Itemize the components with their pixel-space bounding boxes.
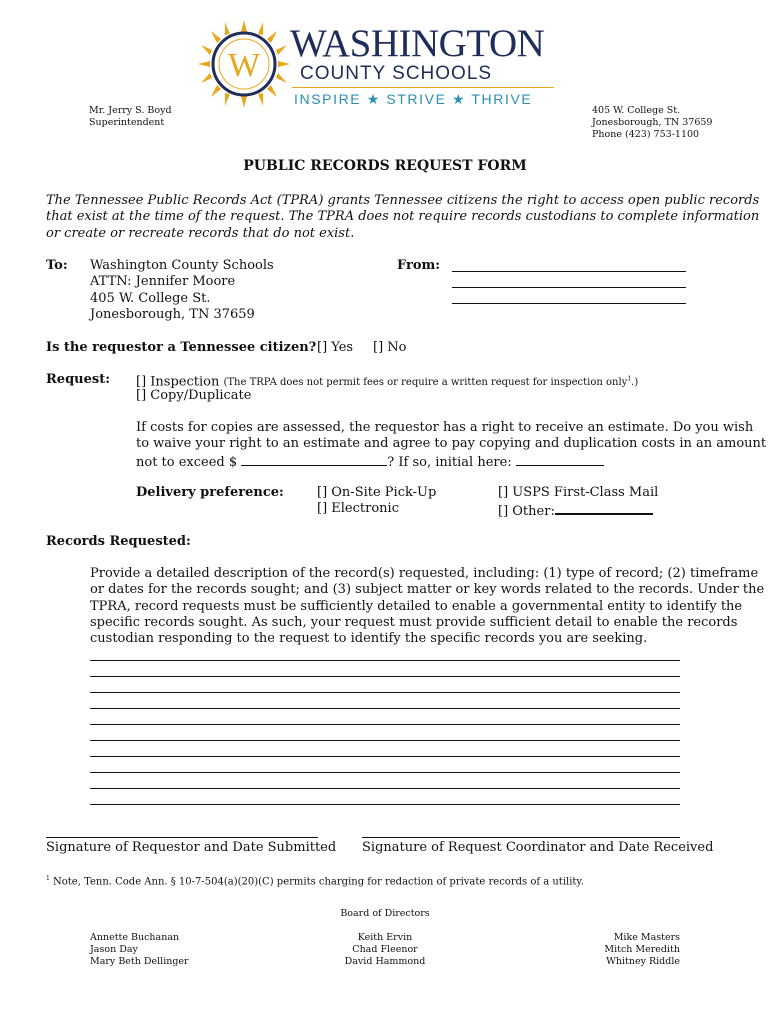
records-label: Records Requested: — [46, 534, 191, 549]
writing-line[interactable] — [90, 788, 680, 789]
to-line: Washington County Schools — [90, 258, 274, 273]
from-label: From: — [397, 258, 441, 273]
initial-field[interactable] — [516, 453, 604, 466]
writing-line[interactable] — [90, 740, 680, 741]
intro-line: or create or recreate records that do not exist. — [46, 225, 355, 241]
superintendent-title: Superintendent — [89, 117, 165, 128]
estimate-line: to waive your right to an estimate and agree to pay copying and duplication costs in an amount — [136, 436, 767, 452]
board-member: Whitney Riddle — [606, 956, 680, 967]
delivery-other-checkbox[interactable]: [] Other: — [498, 504, 555, 519]
citizen-question: Is the requestor a Tennessee citizen? — [46, 340, 317, 355]
request-label: Request: — [46, 372, 111, 387]
board-member: Annette Buchanan — [90, 932, 180, 943]
coordinator-signature-line[interactable] — [362, 837, 680, 838]
other-field[interactable] — [555, 501, 653, 515]
sun-emblem-icon — [196, 18, 292, 110]
estimate-line: If costs for copies are assessed, the requestor has a right to receive an estimate. Do you wish — [136, 420, 754, 435]
citizen-row — [46, 340, 316, 356]
office-city: Jonesborough, TN 37659 — [592, 117, 713, 128]
inspection-note: (The TRPA does not permit fees or require a written request for inspection only$^1$.) — [223, 376, 639, 389]
citizen-no-checkbox[interactable]: [] No — [373, 340, 407, 355]
footnote-text: Note, Tenn. Code Ann. § 10-7-504(a)(20)(C) permits charging for redaction of private records of a utility. — [49, 876, 584, 888]
board-member: Keith Ervin — [357, 932, 413, 943]
form-title: PUBLIC RECORDS REQUEST FORM — [243, 158, 527, 174]
inspection-checkbox[interactable]: [] Inspection — [136, 374, 220, 390]
svg-text:W: W — [227, 47, 261, 84]
requestor-signature-line[interactable] — [46, 837, 318, 838]
writing-line[interactable] — [90, 804, 680, 805]
board-title: Board of Directors — [340, 908, 430, 919]
logo-subname: COUNTY SCHOOLS — [300, 63, 493, 84]
superintendent-block — [89, 105, 172, 129]
to-line: Jonesborough, TN 37659 — [90, 306, 255, 322]
board-member: David Hammond — [344, 956, 426, 967]
delivery-usps-checkbox[interactable]: [] USPS First-Class Mail — [498, 485, 659, 500]
board-member: Mitch Meredith — [604, 944, 680, 955]
to-address — [90, 258, 274, 323]
board-member: Mike Masters — [613, 932, 680, 943]
to-line: ATTN: Jennifer Moore — [90, 274, 236, 290]
board-left-column — [90, 932, 189, 968]
logo-name: WASHINGTON — [290, 22, 545, 65]
estimate-line: not to exceed $ ? If so, initial here: — [136, 453, 766, 471]
intro-line: The Tennessee Public Records Act (TPRA) grants Tennessee citizens the right to access open public records — [46, 193, 760, 208]
footnote-mark: 1 — [46, 875, 50, 882]
office-address-block — [592, 105, 712, 141]
district-logo — [196, 18, 566, 110]
writing-line[interactable] — [90, 756, 680, 757]
board-right-column — [560, 932, 680, 968]
logo-tagline: INSPIRE ★ STRIVE ★ THRIVE — [294, 91, 533, 107]
from-line-1[interactable] — [452, 271, 686, 272]
writing-line[interactable] — [90, 772, 680, 773]
delivery-onsite-checkbox[interactable]: [] On-Site Pick-Up — [317, 485, 437, 500]
from-line-3[interactable] — [452, 303, 686, 304]
writing-line[interactable] — [90, 692, 680, 693]
delivery-electronic-checkbox[interactable]: [] Electronic — [317, 501, 399, 516]
to-label: To: — [46, 258, 68, 273]
writing-line[interactable] — [90, 724, 680, 725]
writing-line[interactable] — [90, 676, 680, 677]
board-member: Chad Fleenor — [352, 944, 418, 955]
records-desc-line: TPRA, record requests must be sufficiently detailed to enable a governmental entity to identify the — [90, 598, 743, 614]
to-line: 405 W. College St. — [90, 290, 211, 306]
board-member: Jason Day — [90, 944, 138, 955]
from-line-2[interactable] — [452, 287, 686, 288]
intro-paragraph — [46, 193, 759, 242]
office-phone: Phone (423) 753-1100 — [592, 129, 700, 140]
records-desc-line: Provide a detailed description of the record(s) requested, including: (1) type of record; (2) timeframe — [90, 566, 759, 581]
citizen-yes-checkbox[interactable]: [] Yes — [317, 340, 354, 355]
records-desc-line: custodian responding to the request to identify the specific records you are seeking. — [90, 631, 648, 647]
records-description — [90, 566, 764, 647]
records-desc-line: or dates for the records sought; and (3) subject matter or key words related to the records. Under the — [90, 582, 765, 598]
coordinator-signature-label: Signature of Request Coordinator and Date Received — [362, 840, 714, 855]
delivery-other-row — [498, 501, 653, 520]
office-street: 405 W. College St. — [592, 105, 681, 116]
footnote — [46, 872, 584, 888]
intro-line: that exist at the time of the request. The TPRA does not require records custodians to complete information — [46, 209, 760, 225]
records-desc-line: specific records sought. As such, your request must provide sufficient detail to enable the records — [90, 614, 738, 630]
superintendent-name: Mr. Jerry S. Boyd — [89, 105, 172, 116]
copy-duplicate-checkbox[interactable]: [] Copy/Duplicate — [136, 388, 252, 403]
estimate-paragraph — [136, 420, 766, 471]
writing-line[interactable] — [90, 660, 680, 661]
board-center-column — [300, 932, 470, 968]
writing-line[interactable] — [90, 708, 680, 709]
delivery-label: Delivery preference: — [136, 485, 284, 500]
amount-field[interactable] — [241, 453, 387, 466]
board-member: Mary Beth Dellinger — [90, 956, 189, 967]
requestor-signature-label: Signature of Requestor and Date Submitted — [46, 840, 337, 855]
